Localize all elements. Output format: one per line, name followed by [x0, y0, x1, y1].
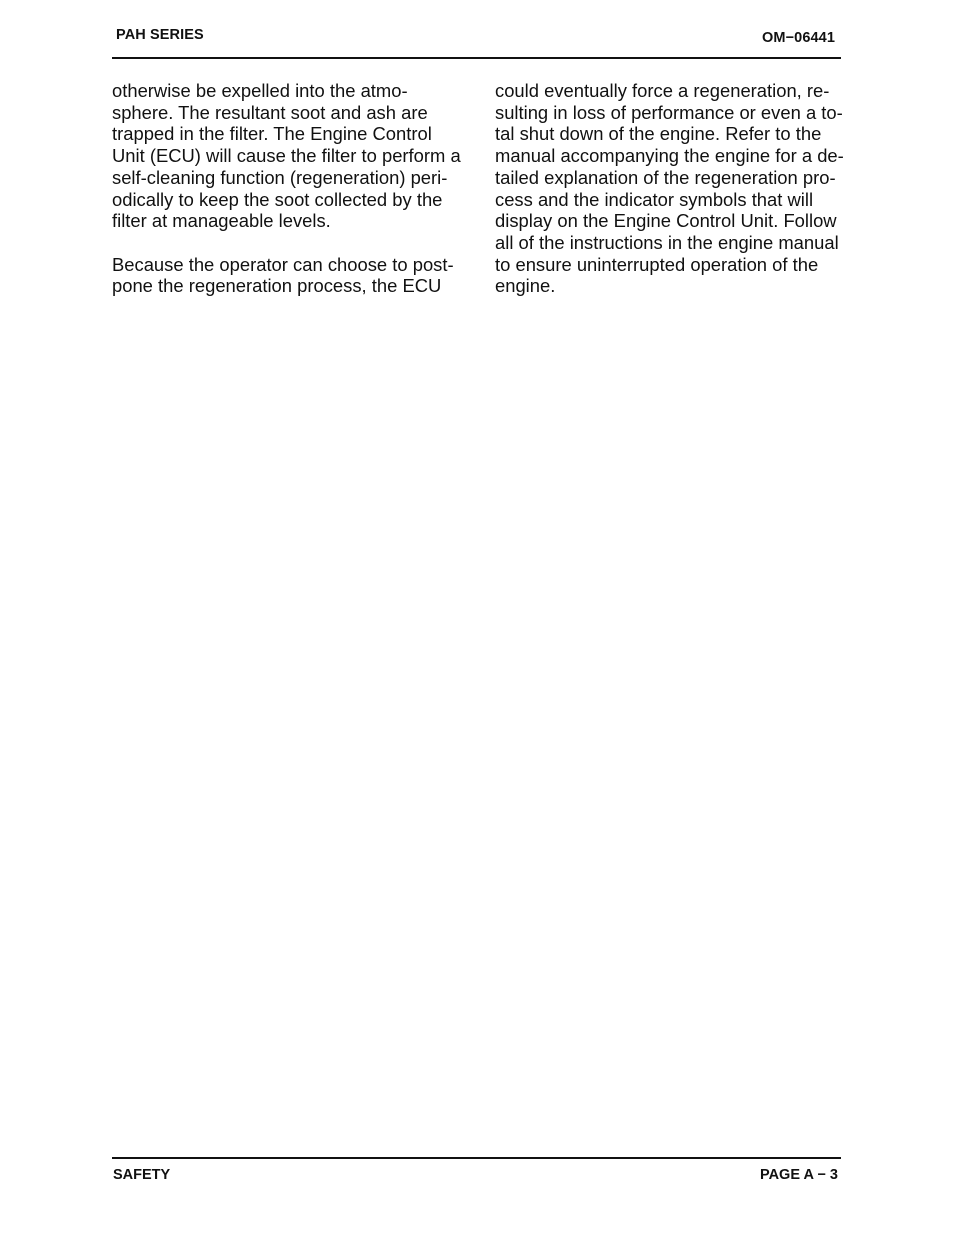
- text-line: tal shut down of the engine. Refer to the: [495, 123, 822, 145]
- page-footer: [112, 1157, 841, 1187]
- header-series-title: PAH SERIES: [116, 27, 204, 43]
- text-line: Because the operator can choose to post-: [112, 253, 454, 275]
- text-line: to ensure uninterrupted operation of the: [495, 253, 819, 275]
- text-line: engine.: [495, 275, 556, 297]
- text-line: trapped in the filter. The Engine Control: [112, 123, 432, 145]
- text-line: filter at manageable levels.: [112, 210, 331, 232]
- text-line: odically to keep the soot collected by the: [112, 188, 443, 210]
- text-line: tailed explanation of the regeneration pro-: [495, 166, 836, 188]
- text-line: pone the regeneration process, the ECU: [112, 275, 442, 297]
- text-line: could eventually force a regeneration, re-: [495, 80, 830, 101]
- left-paragraph-2: [112, 254, 458, 297]
- text-line: cess and the indicator symbols that will: [495, 188, 814, 210]
- page-header: [112, 25, 841, 59]
- text-line: all of the instructions in the engine manual: [495, 231, 839, 253]
- left-paragraph-1: [112, 80, 461, 232]
- right-text-column: [495, 80, 844, 297]
- text-line: Unit (ECU) will cause the filter to perform a: [112, 145, 461, 167]
- text-line: sulting in loss of performance or even a to-: [495, 101, 843, 123]
- header-document-number: OM−06441: [762, 30, 835, 46]
- text-line: display on the Engine Control Unit. Follow: [495, 210, 837, 232]
- text-line: self-cleaning function (regeneration) peri-: [112, 166, 448, 188]
- right-paragraph-1: [495, 80, 844, 297]
- footer-section-title: SAFETY: [113, 1167, 171, 1183]
- text-line: otherwise be expelled into the atmo-: [112, 80, 408, 101]
- text-line: sphere. The resultant soot and ash are: [112, 101, 428, 123]
- footer-page-number: PAGE A − 3: [759, 1167, 838, 1183]
- text-line: manual accompanying the engine for a de-: [495, 145, 844, 167]
- left-text-column: [112, 80, 461, 297]
